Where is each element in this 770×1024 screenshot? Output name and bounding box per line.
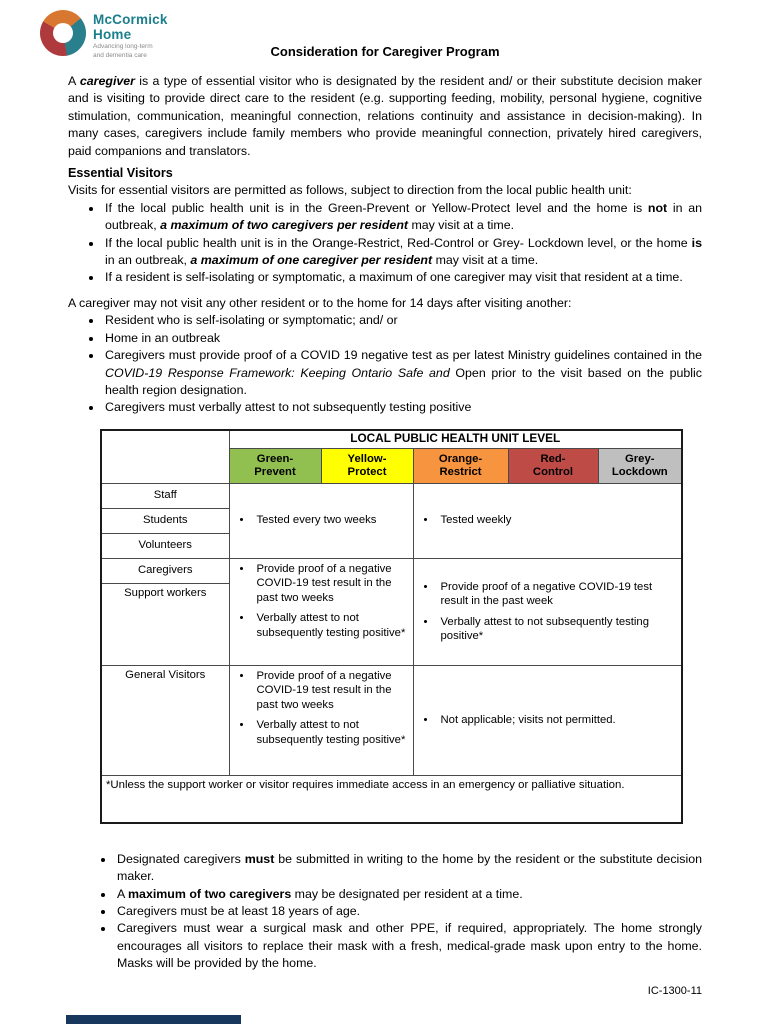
row-label-volunteers: Volunteers xyxy=(101,533,229,558)
logo-tagline-line1: Advancing long-term xyxy=(93,43,153,50)
row-label-general-visitors: General Visitors xyxy=(101,665,229,775)
public-health-unit-level-table xyxy=(100,429,683,824)
level-grey-lockdown xyxy=(598,448,682,483)
logo-tagline-line2: and dementia care xyxy=(93,51,147,59)
intro-paragraph: A caregiver is a type of essential visitor who is designated by the resident and/ or their substitute decision maker and is visiting to provide direct care to the resident (e.g. supporting feeding, mobility, personal hygiene, cognitive stimulation, communication, meaningful connection, relations continuity and assistance in decision-making). In many cases, caregivers include family members who provide meaningful connection, privately hired caregivers, paid companions and translators. xyxy=(68,74,702,158)
table-bullet: • Tested every two weeks xyxy=(253,513,410,528)
list-item: • A maximum of two caregivers may be designated per resident at a time. xyxy=(115,886,702,903)
logo-name-line2: Home xyxy=(93,26,132,42)
list-item: • Home in an outbreak xyxy=(103,330,702,347)
level-label: Lockdown xyxy=(611,465,668,478)
table-bullet: • Provide proof of a negative COVID-19 test result in the past week xyxy=(437,580,679,609)
list-item: • Caregivers must be at least 18 years of age. xyxy=(115,903,702,920)
list-item: • If the local public health unit is in the Orange-Restrict, Red-Control or Grey- Lockdown level, or the home is in an outbreak, a maximum of one caregiver per resident may visit at a time. xyxy=(103,235,702,270)
level-label: Prevent xyxy=(254,465,296,478)
list-item: • Designated caregivers must be submitted in writing to the home by the resident or the substitute decision maker. xyxy=(115,851,702,886)
list-item: • If the local public health unit is in the Green-Prevent or Yellow-Protect level and the home is not in an outbreak, a maximum of two caregivers per resident may visit at a time. xyxy=(103,200,702,235)
level-yellow-protect xyxy=(321,448,413,483)
list-item: • Caregivers must verbally attest to not subsequently testing positive xyxy=(103,399,702,416)
caregivers-green-yellow-cell xyxy=(229,558,413,665)
level-label: Green- xyxy=(256,452,294,465)
list-item: • Resident who is self-isolating or symptomatic; and/ or xyxy=(103,312,702,329)
document-code: IC-1300-11 xyxy=(647,984,702,997)
caregivers-orange-red-grey-cell xyxy=(413,558,682,665)
list-item: • Caregivers must wear a surgical mask and other PPE, if required, appropriately. The home strongly encourages all visitors to replace their mask with a fresh, medical-grade mask upon entry to the home. Masks will be provided by the home. xyxy=(115,920,702,972)
table-bullet: • Tested weekly xyxy=(437,513,679,528)
row-label-staff: Staff xyxy=(101,483,229,508)
document-header xyxy=(68,0,702,64)
fourteen-day-list xyxy=(68,312,702,347)
table-bullet: • Verbally attest to not subsequently testing positive* xyxy=(253,611,410,640)
general-green-yellow-cell xyxy=(229,665,413,775)
level-green-prevent xyxy=(229,448,321,483)
table-footnote: *Unless the support worker or visitor requires immediate access in an emergency or palliative situation. xyxy=(101,775,682,823)
closing-requirements-list xyxy=(68,851,702,973)
row-label-students: Students xyxy=(101,508,229,533)
level-label: Restrict xyxy=(439,465,482,478)
level-orange-restrict xyxy=(413,448,508,483)
row-label-caregivers: Caregivers xyxy=(101,558,229,583)
level-label: Grey- xyxy=(624,452,655,465)
level-label: Protect xyxy=(347,465,387,478)
list-item: • Caregivers must provide proof of a COVID 19 negative test as per latest Ministry guidelines contained in the COVID-19 Response Framework: Keeping Ontario Safe and Open prior to the visit based on the public health region designation. xyxy=(103,347,702,399)
table-bullet: • Verbally attest to not subsequently testing positive* xyxy=(253,718,410,747)
level-red-control xyxy=(508,448,598,483)
testing-requirements-list xyxy=(68,347,702,417)
level-label: Control xyxy=(532,465,574,478)
logo-name-line1: McCormick xyxy=(93,12,168,27)
page-title: Consideration for Caregiver Program xyxy=(270,44,500,59)
table-title-cell: LOCAL PUBLIC HEALTH UNIT LEVEL xyxy=(229,430,682,449)
bottom-edge-bar xyxy=(66,1015,241,1024)
table-bullet: • Not applicable; visits not permitted. xyxy=(437,713,679,728)
staff-orange-red-grey-cell xyxy=(413,483,682,558)
general-orange-red-grey-cell xyxy=(413,665,682,775)
fourteen-day-intro: A caregiver may not visit any other resident or to the home for 14 days after visiting another: xyxy=(68,295,572,310)
list-item: • If a resident is self-isolating or symptomatic, a maximum of one caregiver may visit that resident at a time. xyxy=(103,269,702,286)
level-label: Red- xyxy=(540,452,566,465)
table-corner-cell xyxy=(101,430,229,484)
level-label: Orange- xyxy=(438,452,483,465)
table-bullet: • Provide proof of a negative COVID-19 test result in the past two weeks xyxy=(253,562,410,606)
level-label: Yellow- xyxy=(347,452,387,465)
table-bullet: • Verbally attest to not subsequently testing positive* xyxy=(437,615,679,644)
row-label-support-workers: Support workers xyxy=(101,583,229,665)
essential-visitors-heading: Essential Visitors xyxy=(68,166,173,181)
staff-green-yellow-cell xyxy=(229,483,413,558)
essential-visitors-list xyxy=(68,200,702,287)
essential-visitors-intro: Visits for essential visitors are permitted as follows, subject to direction from the local public health unit: xyxy=(68,183,632,198)
table-bullet: • Provide proof of a negative COVID-19 test result in the past two weeks xyxy=(253,669,410,713)
